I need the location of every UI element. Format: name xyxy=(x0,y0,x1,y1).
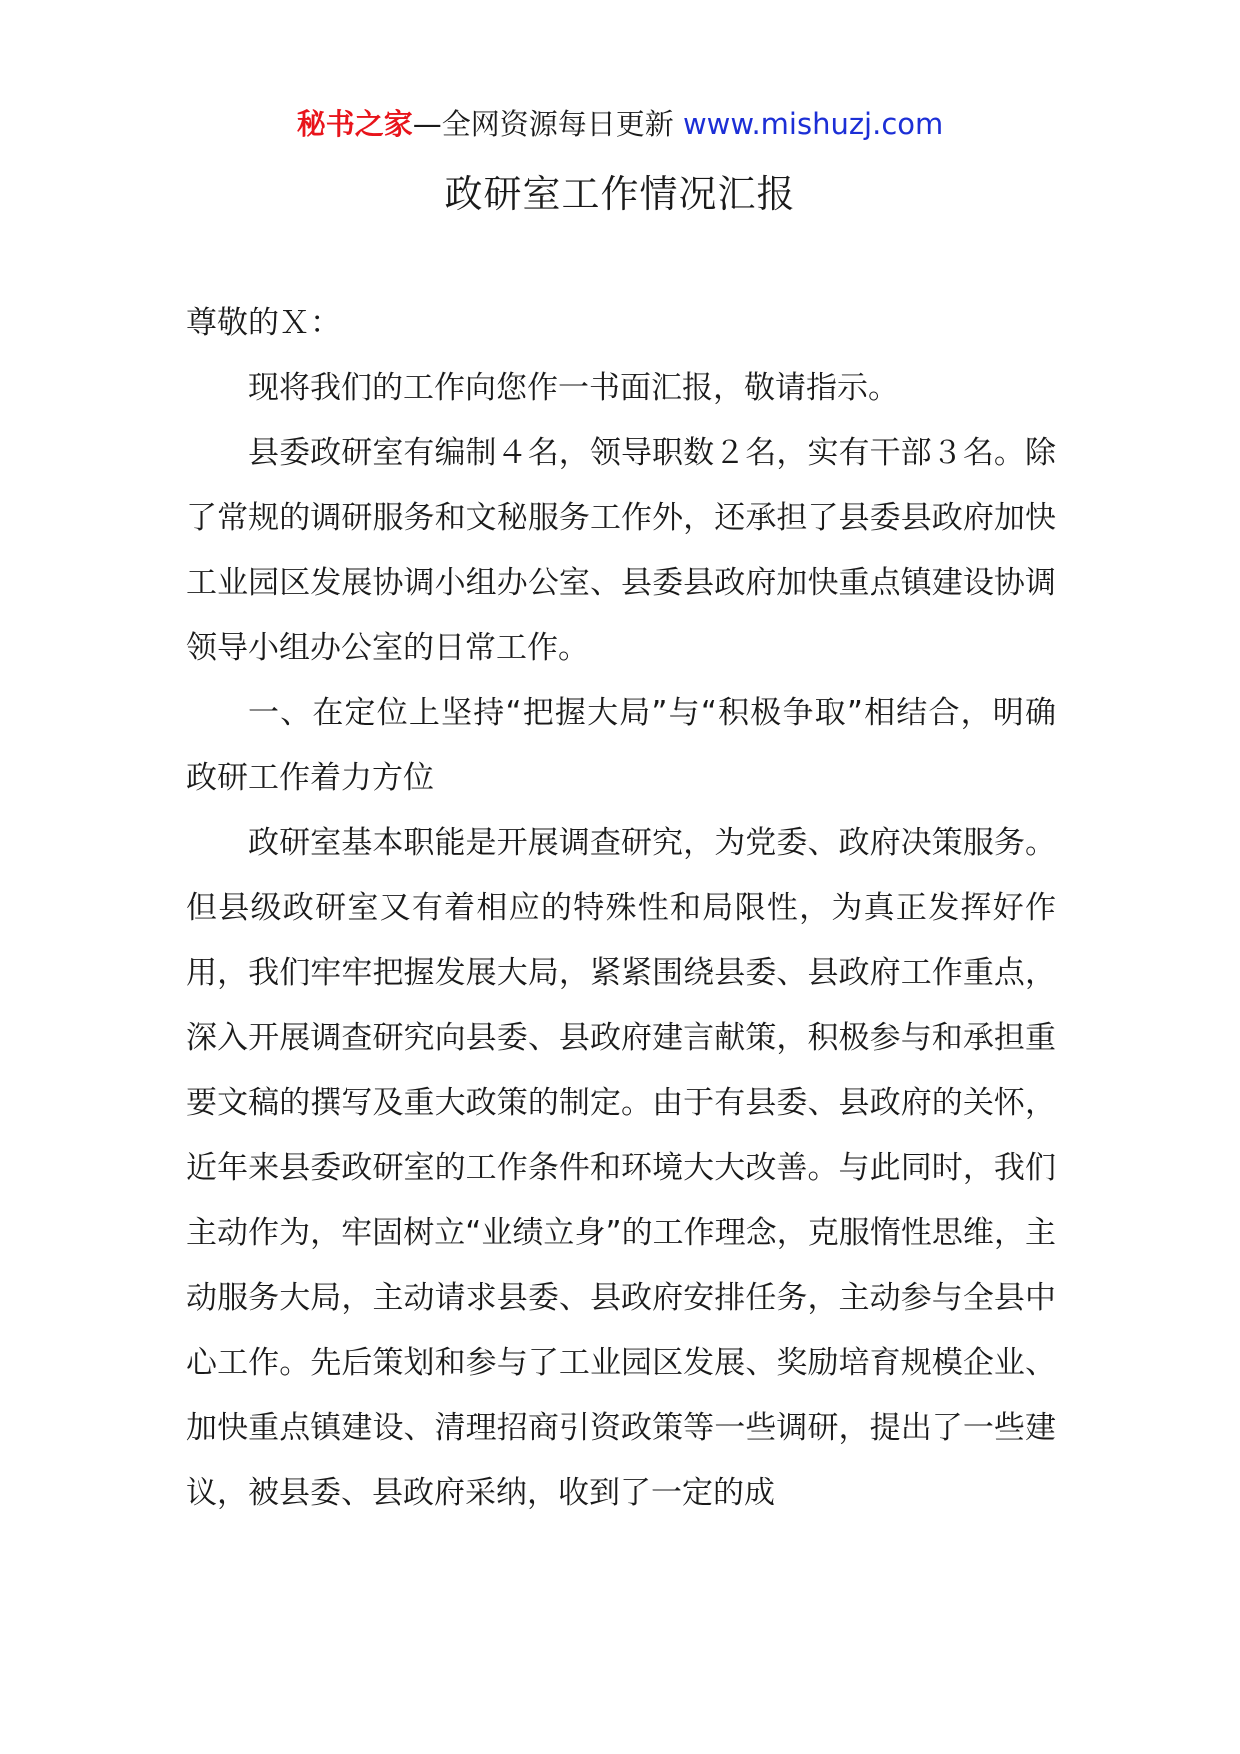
paragraph-intro: 现将我们的工作向您作一书面汇报，敬请指示。 xyxy=(248,370,899,406)
paragraph-staffing: 县委政研室有编制４名，领导职数２名，实有干部３名。除了常规的调研服务和文秘服务工作外，还承担了县委县政府加快工业园区发展协调小组办公室、县委县政府加快重点镇建设协调领导小组办公室的日常工作。 xyxy=(186,435,1056,666)
salutation: 尊敬的Ｘ： xyxy=(186,305,341,341)
header-tagline: —全网资源每日更新 xyxy=(412,107,674,141)
paragraph-section-1-body: 政研室基本职能是开展调查研究，为党委、政府决策服务。但县级政研室又有着相应的特殊性和局限性，为真正发挥好作用，我们牢牢把握发展大局，紧紧围绕县委、县政府工作重点，深入开展调查研究向县委、县政府建言献策，积极参与和承担重要文稿的撰写及重大政策的制定。由于有县委、县政府的关怀，近年来县委政研室的工作条件和环境大大改善。与此同时，我们主动作为，牢固树立“业绩立身”的工作理念，克服惰性思维，主动服务大局，主动请求县委、县政府安排任务，主动参与全县中心工作。先后策划和参与了工业园区发展、奖励培育规模企业、加快重点镇建设、清理招商引资政策等一些调研，提出了一些建议，被县委、县政府采纳，收到了一定的成 xyxy=(186,825,1056,1511)
site-url-link[interactable]: www.mishuzj.com xyxy=(682,107,944,141)
document-body xyxy=(186,291,1056,1526)
document-title: 政研室工作情况汇报 xyxy=(444,172,796,216)
brand-name: 秘书之家 xyxy=(296,107,413,141)
site-header xyxy=(0,104,1240,144)
section-heading-1: 一、在定位上坚持“把握大局”与“积极争取”相结合，明确政研工作着力方位 xyxy=(186,695,1056,796)
